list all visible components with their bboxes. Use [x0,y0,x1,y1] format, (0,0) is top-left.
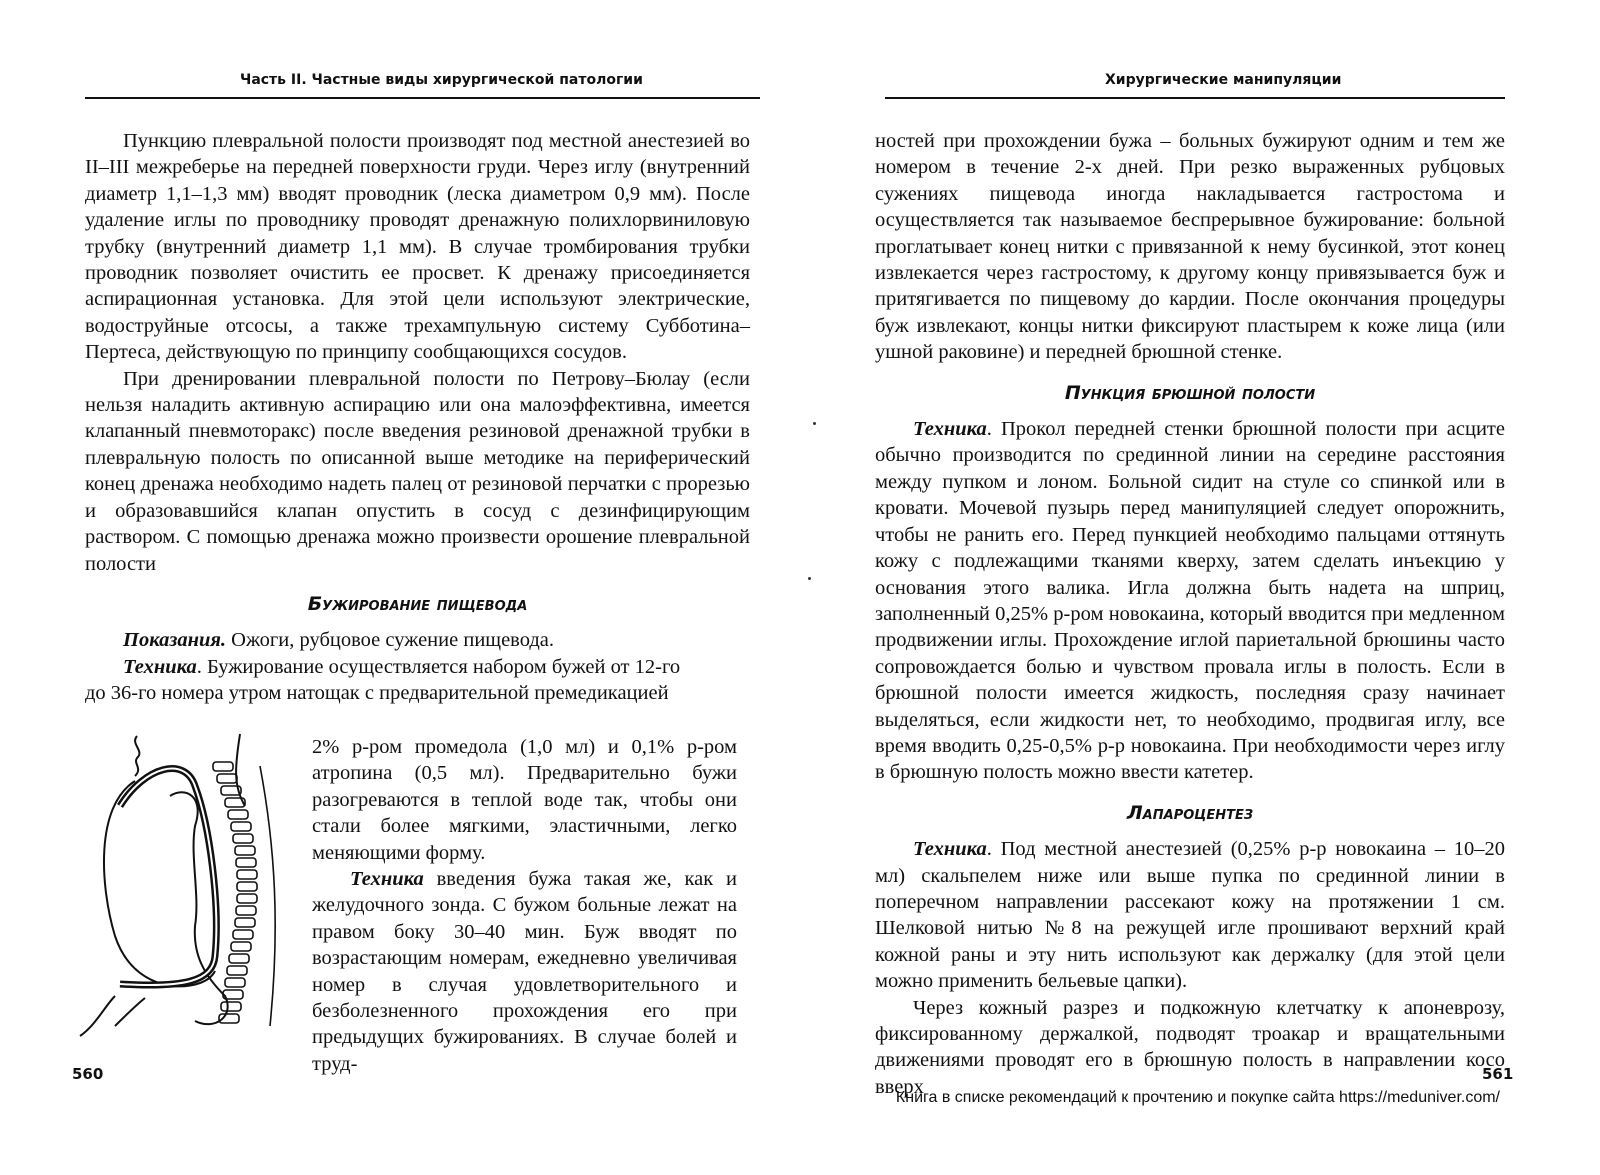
right-page [800,0,1600,1175]
indications-lead: Показания. [123,629,227,652]
paragraph-indications [85,627,750,653]
gutter-speck [813,422,816,425]
abdominal-technique-text: . Прокол передней стенки брюшной полости при асците обычно производится по срединной линии на середине расстояния между пупком и лоном. Больной сидит на стуле со спинкой или в кровати. Мочевой пузырь перед манипуляцией следует опорожнить, чтобы не ранить его. Перед пункцией необходимо пальцами оттянуть кожу с подлежащими тканями кверху, затем сделать инъекцию у основания этого валика. Игла должна быть надета на шприц, заполненный 0,25% р-ром новокаина, который вводится при медленном продвижении иглы. Прохождение иглой париетальной брюшины часто сопровождается болью и чувством провала иглы в полость. Если в брюшной полости имеется жидкость, последняя сразу начинает выделяться, если жидкости нет, то необходимо, продвигая иглу, все время вводить 0,25-0,5% р-р новокаина. При необходимости через иглу в брюшную полость можно ввести катетер. [875,418,1505,784]
technique2-text: введения бужа такая же, как и желудочного зонда. С бужом больные лежат на правом боку 30–40 мин. Буж вводят по возрастающим номерам, ежедневно увеличивая номер в случая удовлетворительного и безболезненного прохождения его при предыдущих бужированиях. В случае болей и труд- [312,868,737,1075]
running-head-left: Часть II. Частные виды хирургической патологии [240,72,643,88]
technique-line1-text: . Бужирование осуществляется набором бужей от 12-го [196,655,681,678]
abdominal-technique-lead: Техника [913,418,987,441]
paragraph-abdominal-technique [875,416,1505,786]
technique2-lead: Техника [350,868,424,891]
running-head-right: Хирургические манипуляции [1105,72,1342,88]
gutter-speck [808,577,811,580]
section-title-bougienage: Бужирование пищевода [307,592,528,615]
laparocentesis-technique-text: . Под местной анестезией (0,25% р-р новокаина – 10–20 мл) скальпелем ниже или выше пупка по срединной линии в поперечном направлении рассекают кожу на протяжении 1 см. Шелковой нитью №8 на режущей игле прошивают верхний край кожной раны и эту нить используют как держалку (для этой цели можно применить бельевые цапки). [875,838,1505,993]
laparocentesis-technique-lead: Техника [913,838,987,861]
header-rule-right [885,97,1505,99]
right-text-column [875,128,1505,1100]
section-title-laparocentesis: Лапароцентез [1126,801,1254,824]
technique-lead: Техника [123,655,197,678]
footer-recommendation-note: Книга в списке рекомендаций к прочтению и покупке сайта https://meduniver.com/ [895,1089,1500,1106]
paragraph-laparocentesis-technique [875,836,1505,994]
paragraph-technique2 [312,866,737,1077]
paragraph-technique-line2: до 36-го номера утром натощак с предварительной премедикацией [85,682,669,705]
paragraph-continued: ностей при прохождении бужа – больных бужируют одним и тем же номером в течение 2-х дней. При резко выраженных рубцовых сужениях пищевода иногда накладывается гастростома и осуществляется так называемое беспрерывное бужирование: больной проглатывает конец нитки с привязанной к нему бусинкой, этот конец извлекается через гастростому, к другому концу привязывается буж и притягивается по пищевому до кардии. После окончания процедуры буж извлекают, концы нитки фиксируют пластырем к коже лица (или ушной раковине) и передней брюшной стенке. [875,130,1505,364]
bougie-anatomy-figure [75,726,300,1041]
paragraph-pleural-puncture: Пункцию плевральной полости производят под местной анестезией во II–III межреберье на передней поверхности груди. Через иглу (внутренний диаметр 1,1–1,3 мм) вводят проводник (леска диаметром 0,9 мм). После удаление иглы по проводнику проводят дренажную полихлорвиниловую трубку (внутренний диаметр 1,1 мм). В случае тромбирования трубки проводник позволяет очистить ее просвет. К дренажу присоединяется аспирационная установка. Для этой цели используют электрические, водоструйные отсосы, а также трехампульную систему Субботина–Пертеса, действующую по принципу сообщающихся сосудов. [85,130,750,364]
left-text-column [85,128,750,707]
page-number-left: 560 [72,1065,104,1083]
paragraph-premedication: 2% р-ром промедола (1,0 мл) и 0,1% р-ром атропина (0,5 мл). Предварительно бужи разогреваются в теплой воде так, чтобы они стали более мягкими, эластичными, легко меняющими форму. [312,736,737,864]
header-rule-left [85,97,760,99]
paragraph-technique-line1 [85,654,750,680]
indications-text: Ожоги, рубцовое сужение пищевода. [226,629,555,652]
left-wrapped-column [312,734,737,1077]
page-number-right: 561 [1482,1065,1514,1083]
section-title-abdominal-puncture: Пункция брюшной полости [1064,381,1316,404]
paragraph-petrov-bulau: При дренировании плевральной полости по Петрову–Бюлау (если нельзя наладить активную аспирацию или она малоэффективна, имеется клапанный пневмоторакс) после введения резиновой дренажной трубки в плевральную полость по описанной выше методике на периферический конец дренажа необходимо надеть палец от резиновой перчатки с прорезью и образовавшийся клапан опустить в сосуд с дезинфицирующим раствором. С помощью дренажа можно произвести орошение плевральной полости [85,367,750,575]
paragraph-trocar: Через кожный разрез и подкожную клетчатку к апоневрозу, фиксированному держалкой, подводят троакар и вращательными движениями проводят его в брюшную полость в направлении косо вверх [875,996,1505,1098]
